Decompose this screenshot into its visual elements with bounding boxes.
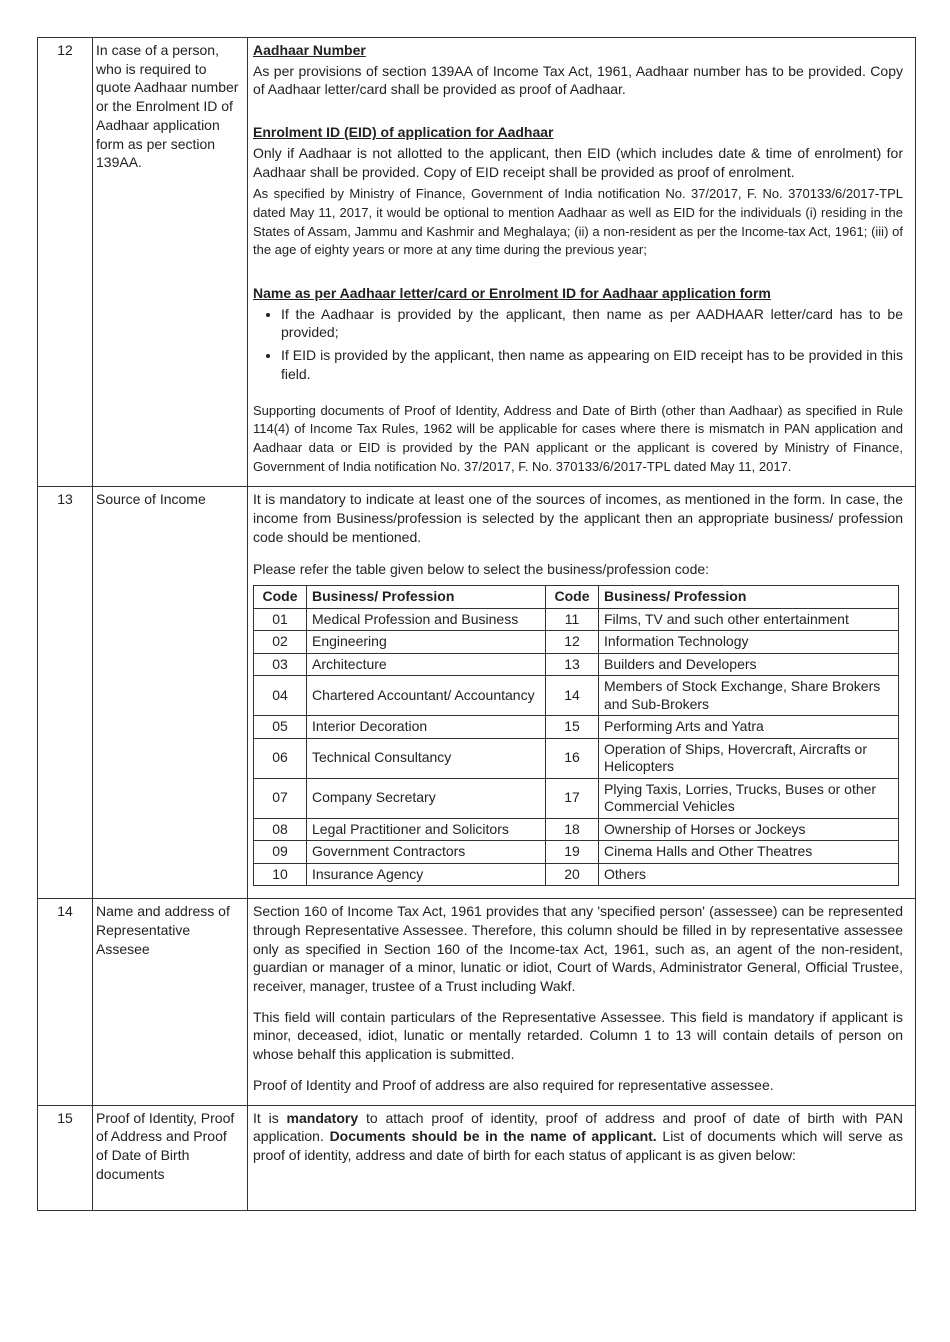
- profession-cell: Engineering: [307, 631, 546, 654]
- table-row: [254, 738, 899, 778]
- paragraph: As specified by Ministry of Finance, Government of India notification No. 37/2017, F. No. 370133/6/2017-TPL dated May 11, 2017, it would be optional to mention Aadhaar as well as EID for the individuals (i) residing in the States of Assam, Jammu and Kashmir and Meghalaya; (ii) a non-resident as per the Income-tax Act, 1961; (iii) of the age of eighty years or more at any time during the previous year;: [253, 186, 903, 258]
- code-cell: 08: [254, 818, 307, 841]
- code-cell: 15: [546, 716, 599, 739]
- field-name: Source of Income: [93, 487, 248, 899]
- table-header-row: [254, 586, 899, 609]
- row-content: [248, 899, 916, 1105]
- field-name: Name and address of Representative Assesee: [93, 899, 248, 1105]
- code-cell: 12: [546, 631, 599, 654]
- row-number: 12: [38, 38, 93, 487]
- code-cell: 11: [546, 608, 599, 631]
- row-content: [248, 38, 916, 487]
- row-15: [38, 1105, 916, 1210]
- profession-cell: Builders and Developers: [599, 653, 899, 676]
- instructions-table: [37, 37, 916, 1211]
- table-row: [254, 818, 899, 841]
- profession-cell: Medical Profession and Business: [307, 608, 546, 631]
- code-cell: 06: [254, 738, 307, 778]
- row-number: 14: [38, 899, 93, 1105]
- profession-cell: Technical Consultancy: [307, 738, 546, 778]
- code-cell: 19: [546, 841, 599, 864]
- heading-aadhaar-number: Aadhaar Number: [253, 42, 366, 58]
- row-content: [248, 1105, 916, 1210]
- header-profession: Business/ Profession: [307, 586, 546, 609]
- heading-name-as-per-aadhaar: Name as per Aadhaar letter/card or Enrolment ID for Aadhaar application form: [253, 285, 771, 302]
- profession-cell: Legal Practitioner and Solicitors: [307, 818, 546, 841]
- code-cell: 20: [546, 863, 599, 886]
- profession-cell: Ownership of Horses or Jockeys: [599, 818, 899, 841]
- paragraph: This field will contain particulars of the Representative Assessee. This field is mandatory if applicant is minor, deceased, idiot, lunatic or mentally retarded. Column 1 to 13 will contain details of person on whose behalf this application is submitted.: [253, 1008, 903, 1063]
- profession-cell: Chartered Accountant/ Accountancy: [307, 676, 546, 716]
- paragraph: Proof of Identity and Proof of address are also required for representative assessee.: [253, 1076, 774, 1093]
- header-code: Code: [546, 586, 599, 609]
- paragraph: [253, 1109, 903, 1165]
- row-14: [38, 899, 916, 1105]
- paragraph: As per provisions of section 139AA of Income Tax Act, 1961, Aadhaar number has to be provided. Copy of Aadhaar letter/card shall be provided as proof of Aadhaar.: [253, 62, 903, 98]
- profession-cell: Films, TV and such other entertainment: [599, 608, 899, 631]
- emphasis: mandatory: [286, 1109, 359, 1126]
- code-cell: 07: [254, 778, 307, 818]
- profession-cell: Plying Taxis, Lorries, Trucks, Buses or other Commercial Vehicles: [599, 778, 899, 818]
- profession-cell: Members of Stock Exchange, Share Brokers and Sub-Brokers: [599, 676, 899, 716]
- code-cell: 05: [254, 716, 307, 739]
- table-row: [254, 676, 899, 716]
- table-row: [254, 863, 899, 886]
- code-cell: 01: [254, 608, 307, 631]
- profession-cell: Interior Decoration: [307, 716, 546, 739]
- row-number: 13: [38, 487, 93, 899]
- paragraph: Section 160 of Income Tax Act, 1961 provides that any 'specified person' (assessee) can be represented through Representative Assessee. Therefore, this column should be filled in by representative assessee only as specified in Section 160 of the Income-tax Act, 1961, such as, an agent of the non-resident, guardian or manager of a minor, lunatic or idiot, Court of Wards, Administrator General, Official Trustee, receiver, manager, trustee of a Trust including Wakf.: [253, 903, 903, 994]
- paragraph: Please refer the table given below to select the business/profession code:: [253, 561, 710, 578]
- table-row: [254, 841, 899, 864]
- profession-cell: Others: [599, 863, 899, 886]
- code-cell: 09: [254, 841, 307, 864]
- code-cell: 17: [546, 778, 599, 818]
- profession-cell: Information Technology: [599, 631, 899, 654]
- table-row: [254, 716, 899, 739]
- text: List of documents which will serve as proof of identity, address and date of birth for each status of applicant is as given below:: [253, 1128, 903, 1163]
- code-cell: 16: [546, 738, 599, 778]
- code-cell: 02: [254, 631, 307, 654]
- code-cell: 18: [546, 818, 599, 841]
- field-name: In case of a person, who is required to quote Aadhaar number or the Enrolment ID of Aadhaar application form as per section 139AA.: [93, 38, 248, 487]
- profession-cell: Cinema Halls and Other Theatres: [599, 841, 899, 864]
- code-cell: 10: [254, 863, 307, 886]
- table-row: [254, 608, 899, 631]
- profession-cell: Insurance Agency: [307, 863, 546, 886]
- paragraph: Only if Aadhaar is not allotted to the applicant, then EID (which includes date & time of enrolment) for Aadhaar shall be provided. Copy of EID receipt shall be provided as proof of enrolment.: [253, 144, 903, 180]
- paragraph: Supporting documents of Proof of Identity, Address and Date of Birth (other than Aadhaar) as specified in Rule 114(4) of Income Tax Rules, 1962 will be applicable for cases where there is mismatch in PAN application and Aadhaar data or EID is provided by the PAN applicant or the applicant is covered by Ministry of Finance, Government of India notification No. 37/2017, F. No. 370133/6/2017-TPL dated May 11, 2017.: [253, 402, 903, 474]
- heading-eid: Enrolment ID (EID) of application for Aadhaar: [253, 124, 554, 141]
- code-cell: 14: [546, 676, 599, 716]
- row-content: [248, 487, 916, 899]
- business-code-table: [253, 585, 899, 886]
- text: to attach proof of identity, proof of address and proof of date of birth with PAN application.: [253, 1109, 904, 1145]
- bullet-item: • If EID is provided by the applicant, then name as appearing on EID receipt has to be provided in this field.: [281, 346, 903, 383]
- bullet-item: • If the Aadhaar is provided by the applicant, then name as per AADHAAR letter/card has to be provided;: [281, 305, 903, 342]
- row-13: [38, 487, 916, 899]
- text: It is: [253, 1109, 287, 1126]
- profession-cell: Company Secretary: [307, 778, 546, 818]
- row-number: 15: [38, 1105, 93, 1210]
- table-row: [254, 653, 899, 676]
- row-12: [38, 38, 916, 487]
- field-name: Proof of Identity, Proof of Address and Proof of Date of Birth documents: [93, 1105, 248, 1210]
- profession-cell: Government Contractors: [307, 841, 546, 864]
- table-row: [254, 778, 899, 818]
- header-profession: Business/ Profession: [599, 586, 899, 609]
- profession-cell: Operation of Ships, Hovercraft, Aircrafts or Helicopters: [599, 738, 899, 778]
- code-cell: 04: [254, 676, 307, 716]
- profession-cell: Architecture: [307, 653, 546, 676]
- code-cell: 03: [254, 653, 307, 676]
- bullet-list: [253, 305, 903, 384]
- emphasis: Documents should be in the name of applicant.: [329, 1128, 657, 1145]
- code-cell: 13: [546, 653, 599, 676]
- paragraph: It is mandatory to indicate at least one of the sources of incomes, as mentioned in the form. In case, the income from Business/profession is selected by the applicant then an appropriate business/ profession code should be mentioned.: [253, 491, 903, 545]
- table-row: [254, 631, 899, 654]
- header-code: Code: [254, 586, 307, 609]
- profession-cell: Performing Arts and Yatra: [599, 716, 899, 739]
